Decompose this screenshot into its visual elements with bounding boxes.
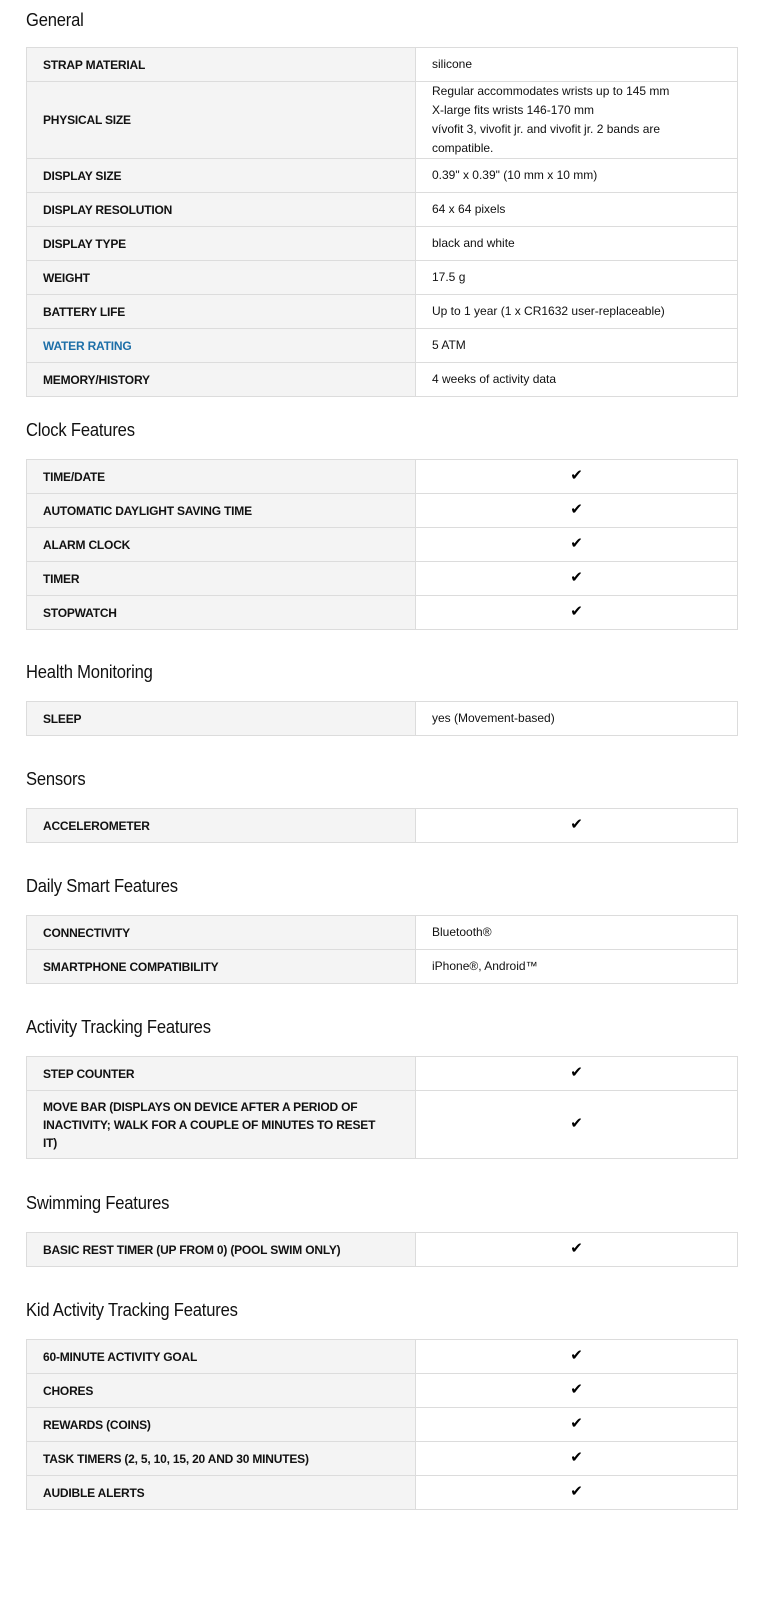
spec-value	[416, 460, 738, 494]
table-row	[27, 460, 738, 494]
section-title: Swimming Features	[26, 1193, 170, 1213]
table-row	[27, 363, 738, 397]
spec-value	[416, 1408, 738, 1442]
value-line: X-large fits wrists 146-170 mm	[432, 103, 595, 117]
spec-value: 64 x 64 pixels	[416, 193, 738, 227]
check-icon: ✔	[570, 568, 583, 586]
spec-value	[416, 82, 738, 159]
spec-table	[26, 915, 738, 984]
table-row	[27, 596, 738, 630]
check-icon: ✔	[570, 466, 583, 484]
table-row	[27, 1442, 738, 1476]
spec-table	[26, 1339, 738, 1510]
check-icon: ✔	[570, 1380, 583, 1398]
check-icon: ✔	[570, 602, 583, 620]
spec-table	[26, 1056, 738, 1159]
table-row	[27, 159, 738, 193]
spec-label: DISPLAY SIZE	[27, 159, 416, 193]
spec-label: MEMORY/HISTORY	[27, 363, 416, 397]
spec-label: CONNECTIVITY	[27, 916, 416, 950]
spec-value	[416, 1340, 738, 1374]
section-title: Activity Tracking Features	[26, 1017, 211, 1037]
spec-value	[416, 1057, 738, 1091]
table-row	[27, 227, 738, 261]
table-row	[27, 809, 738, 843]
spec-label: STOPWATCH	[27, 596, 416, 630]
spec-value	[416, 1233, 738, 1267]
spec-value	[416, 809, 738, 843]
spec-label: DISPLAY TYPE	[27, 227, 416, 261]
section-title: General	[26, 10, 84, 30]
spec-value: 17.5 g	[416, 261, 738, 295]
spec-value	[416, 494, 738, 528]
spec-value: Up to 1 year (1 x CR1632 user-replaceable)	[416, 295, 738, 329]
spec-label: AUTOMATIC DAYLIGHT SAVING TIME	[27, 494, 416, 528]
spec-label: ALARM CLOCK	[27, 528, 416, 562]
table-row	[27, 702, 738, 736]
check-icon: ✔	[570, 1114, 583, 1132]
section-title: Clock Features	[26, 420, 135, 440]
spec-value: yes (Movement-based)	[416, 702, 738, 736]
spec-value	[416, 1442, 738, 1476]
value-line: vívofit 3, vivofit jr. and vivofit jr. 2 bands are compatible.	[432, 122, 661, 155]
spec-label: BASIC REST TIMER (UP FROM 0) (POOL SWIM ONLY)	[27, 1233, 416, 1267]
section-title: Kid Activity Tracking Features	[26, 1300, 238, 1320]
spec-value: 4 weeks of activity data	[416, 363, 738, 397]
table-row	[27, 1091, 738, 1159]
water-rating-link[interactable]: WATER RATING	[27, 329, 416, 363]
spec-table	[26, 1232, 738, 1267]
table-row	[27, 295, 738, 329]
section-title: Daily Smart Features	[26, 876, 178, 896]
spec-label: SMARTPHONE COMPATIBILITY	[27, 950, 416, 984]
spec-label: BATTERY LIFE	[27, 295, 416, 329]
spec-label: REWARDS (COINS)	[27, 1408, 416, 1442]
spec-value: black and white	[416, 227, 738, 261]
spec-value	[416, 596, 738, 630]
table-row	[27, 1340, 738, 1374]
spec-label: 60-MINUTE ACTIVITY GOAL	[27, 1340, 416, 1374]
table-row	[27, 1408, 738, 1442]
table-row	[27, 48, 738, 82]
spec-value: 5 ATM	[416, 329, 738, 363]
check-icon: ✔	[570, 1346, 583, 1364]
spec-label: CHORES	[27, 1374, 416, 1408]
spec-value	[416, 562, 738, 596]
check-icon: ✔	[570, 534, 583, 552]
spec-label: TIMER	[27, 562, 416, 596]
spec-label: WEIGHT	[27, 261, 416, 295]
spec-table	[26, 701, 738, 736]
spec-label: DISPLAY RESOLUTION	[27, 193, 416, 227]
table-row	[27, 1374, 738, 1408]
check-icon: ✔	[570, 1482, 583, 1500]
spec-label: TASK TIMERS (2, 5, 10, 15, 20 AND 30 MINUTES)	[27, 1442, 416, 1476]
check-icon: ✔	[570, 1239, 583, 1257]
table-row	[27, 916, 738, 950]
spec-label: TIME/DATE	[27, 460, 416, 494]
spec-label	[27, 1091, 416, 1159]
table-row	[27, 562, 738, 596]
spec-value: iPhone®, Android™	[416, 950, 738, 984]
table-row	[27, 82, 738, 159]
spec-table	[26, 459, 738, 630]
table-row	[27, 1057, 738, 1091]
check-icon: ✔	[570, 500, 583, 518]
label-line: MOVE BAR (DISPLAYS ON DEVICE AFTER A PERIOD OF	[43, 1099, 358, 1114]
spec-table	[26, 808, 738, 843]
table-row	[27, 1233, 738, 1267]
spec-value: silicone	[416, 48, 738, 82]
table-row	[27, 950, 738, 984]
value-line: Regular accommodates wrists up to 145 mm	[432, 84, 670, 98]
spec-label: STEP COUNTER	[27, 1057, 416, 1091]
label-line: IT)	[43, 1135, 58, 1150]
spec-label: ACCELEROMETER	[27, 809, 416, 843]
label-line: INACTIVITY; WALK FOR A COUPLE OF MINUTES TO RESET	[43, 1117, 376, 1132]
spec-value	[416, 1091, 738, 1159]
spec-table	[26, 47, 738, 397]
spec-label: SLEEP	[27, 702, 416, 736]
check-icon: ✔	[570, 1414, 583, 1432]
table-row	[27, 528, 738, 562]
spec-value	[416, 1476, 738, 1510]
spec-label: STRAP MATERIAL	[27, 48, 416, 82]
table-row	[27, 329, 738, 363]
spec-value	[416, 1374, 738, 1408]
section-title: Health Monitoring	[26, 662, 153, 682]
check-icon: ✔	[570, 1448, 583, 1466]
table-row	[27, 261, 738, 295]
table-row	[27, 1476, 738, 1510]
table-row	[27, 494, 738, 528]
spec-label: PHYSICAL SIZE	[27, 82, 416, 159]
spec-label: AUDIBLE ALERTS	[27, 1476, 416, 1510]
spec-value: Bluetooth®	[416, 916, 738, 950]
check-icon: ✔	[570, 815, 583, 833]
section-title: Sensors	[26, 769, 86, 789]
check-icon: ✔	[570, 1063, 583, 1081]
spec-value: 0.39" x 0.39" (10 mm x 10 mm)	[416, 159, 738, 193]
table-row	[27, 193, 738, 227]
spec-value	[416, 528, 738, 562]
